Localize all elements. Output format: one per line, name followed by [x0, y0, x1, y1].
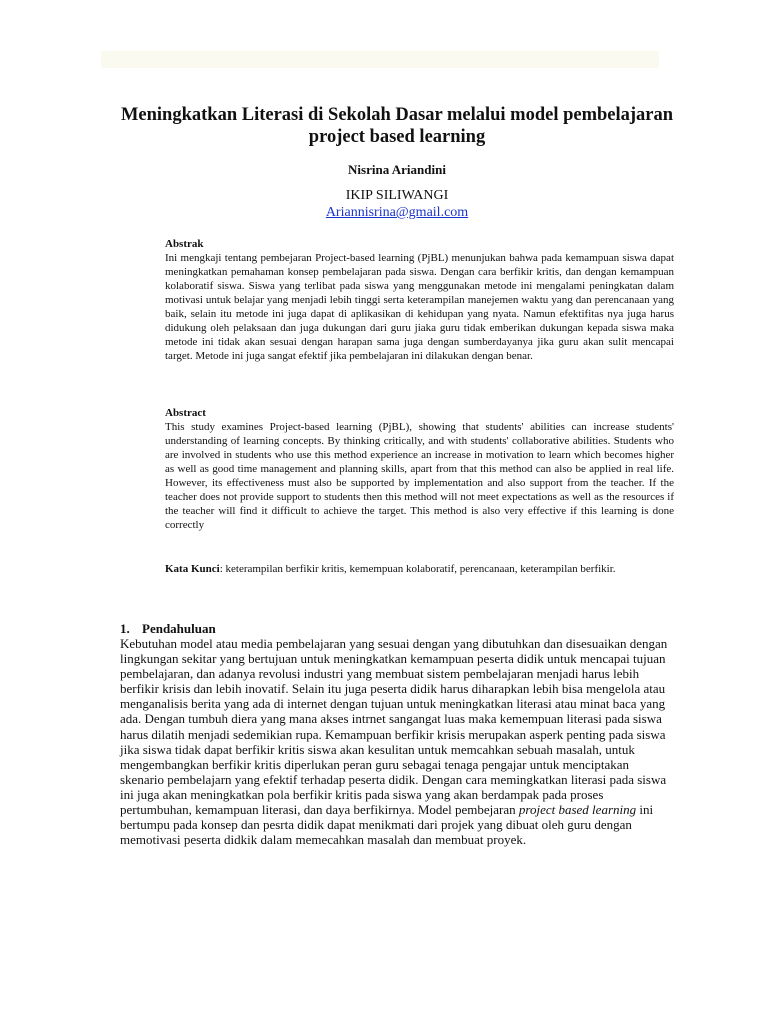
- body-text-part1: Kebutuhan model atau media pembelajaran yang sesuai dengan yang dibutuhkan dan disesuaikan dengan lingkungan sekitar yang bertujuan untuk meningkatkan kemampuan peserta didik untuk mencapai tujuan pembelajaran, dan adanya revolusi industri yang membuat sistem pembelajaran menjadi harus lebih berfikir krisis dan lebih inovatif. Selain itu juga peserta didik harus diharapkan lebih bisa mengelola atau menganalisis berita yang ada di internet dengan tujuan untuk meningkatkan literasi atau minat baca yang ada. Dengan tumbuh diera yang mana akses intrnet sangangat luas maka kemempuan literasi pada siswa harus dilatih menjadi sedemikian rupa. Kemampuan berfikir krisis merupakan asperk penting pada siswa jika siswa tidak dapat berfikir kritis siswa akan kesulitan untuk memcahkan sebuah masalah, untuk mengembangkan berfikir kritis diperlukan peran guru sebagai tenaga pengajar untuk menciptakan skenario pembelajarn yang efektif terhadap peserta didik. Dengan cara memingkatkan literasi pada siswa ini juga akan meningkatkan pola berfikir kritis pada siswa yang akan berdampak pada proses pertumbuhan, kemampuan literasi, dan daya berfikirnya. Model pembejaran: [120, 636, 668, 818]
- keywords: [165, 562, 674, 576]
- abstract-english-text: This study examines Project-based learning (PjBL), showing that students' abilities can increase students' understanding of learning concepts. By thinking critically, and with students' collaborative abilities. Students who are involved in students who use this method experience an increase in motivation to learn which becomes higher as well as good time management and planning skills, apart from that this method can also be applied in real life. However, its effectiveness must also be supported by implementation and also support from the teacher. If the teacher does not provide support to students then this method will not meet expectations as well as the resources if the teacher will find it difficult to achieve the target. This method is also very effective if this learning is done correctly: [165, 421, 674, 531]
- keywords-text: : keterampilan berfikir kritis, kemempuan kolaboratif, perencanaan, keterampilan berfikir.: [219, 563, 616, 575]
- section-heading: [120, 621, 216, 637]
- abstract-english: [165, 406, 674, 532]
- author-affiliation: IKIP SILIWANGI: [345, 188, 449, 203]
- abstract-indonesian-text: Ini mengkaji tentang pembejaran Project-based learning (PjBL) menunjukan bahwa pada kemampuan siswa dapat meningkatkan pemahaman konsep pembelajaran pada siswa. Dengan cara berfikir kritis, dan dengan kemampuan kolaboratif siswa. Siswa yang terlibat pada siswa yang menggunakan metode ini mengalami peningkatan dalam motivasi untuk belajar yang menjadi lebih tinggi serta keterampilan manejemen waktu yang dan perencanaan yang baik, selain itu metode ini juga dapat di aplikasikan di kehidupan yang nyata. Namun efektifitas nya juga harus didukung oleh pelaksaan dan juga dukungan dari guru jiaka guru tidak emberikan dukungan kepada siswa maka metode ini tidak akan sesuai dengan harapan sama juga dengan sumberdayanya jika guru akan sulit mencapai target. Metode ini juga sangat efektif jika pembelajaran ini dilakukan dengan benar.: [165, 252, 674, 362]
- section-number: 1.: [120, 621, 130, 636]
- abstract-english-heading: Abstract: [165, 407, 206, 419]
- section-title: Pendahuluan: [142, 621, 216, 636]
- author-name: Nisrina Ariandini: [348, 162, 446, 177]
- keywords-label: Kata Kunci: [165, 563, 220, 575]
- author-email-link[interactable]: Ariannisrina@gmail.com: [325, 205, 469, 220]
- section-body: [120, 636, 674, 847]
- body-text-part2: ini bertumpu pada konsep dan pesrta didik dapat menikmati dari projek yang dibuat oleh guru dengan memotivasi peserta didkik dalam memecahkan masalah dan membuat proyek.: [120, 802, 654, 848]
- abstract-indonesian: [165, 237, 674, 363]
- body-text-italic: project based learning: [518, 802, 637, 818]
- page-header-band: [101, 51, 659, 68]
- abstract-indonesian-heading: Abstrak: [165, 238, 204, 250]
- paper-title: Meningkatkan Literasi di Sekolah Dasar melalui model pembelajaran project based learning: [120, 105, 674, 147]
